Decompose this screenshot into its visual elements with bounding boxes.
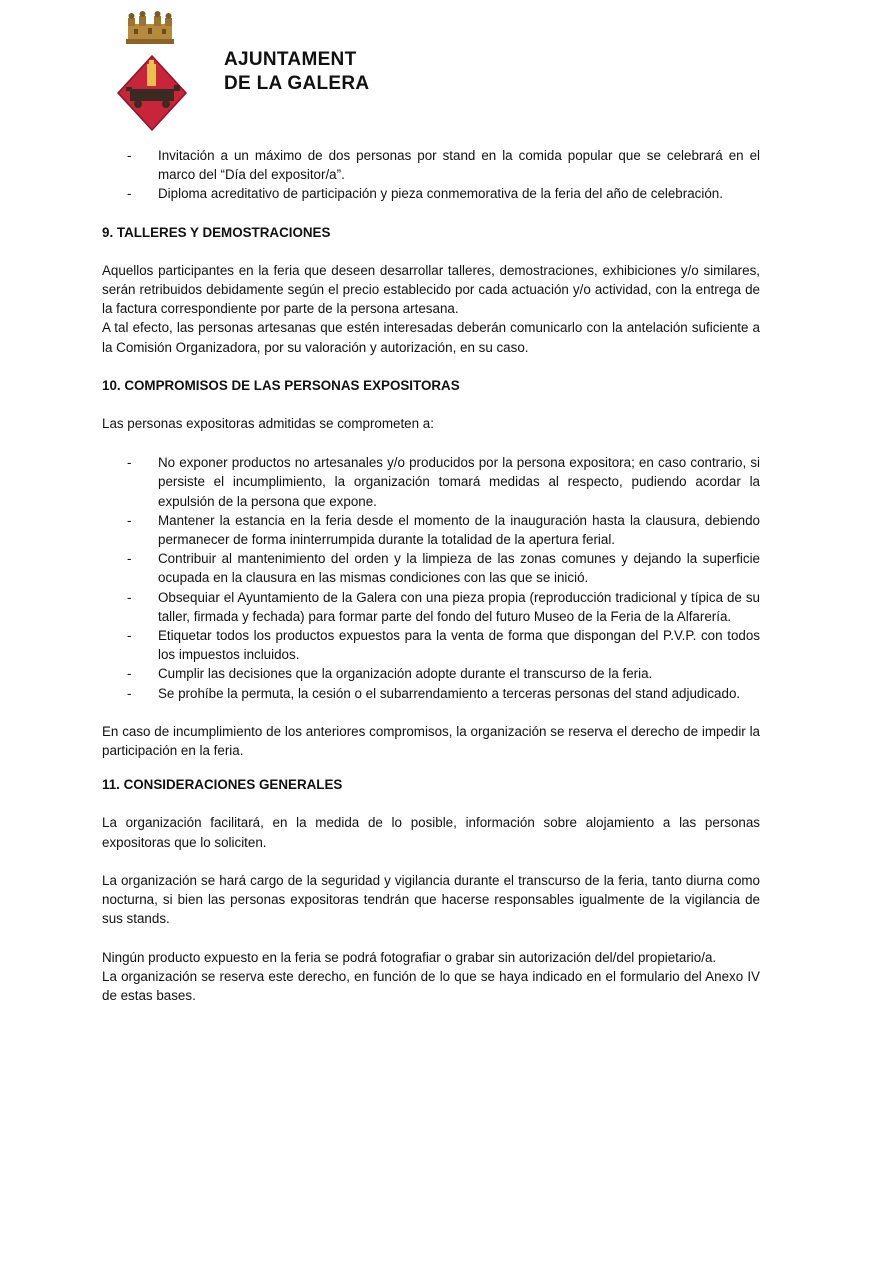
list-item: - Diploma acreditativo de participación y pieza conmemorativa de la feria del año de celebración. [158, 184, 760, 203]
document-body [102, 146, 760, 1005]
organization-name [224, 48, 369, 96]
section-11-paragraph-4: La organización se reserva este derecho, en función de lo que se haya indicado en el formulario del Anexo IV de estas bases. [102, 968, 760, 1003]
list-item: - Obsequiar el Ayuntamiento de la Galera con una pieza propia (reproducción tradicional y típica de su taller, firmada y fechada) para formar parte del fondo del futuro Museo de la Feria de la Alfarería. [158, 588, 760, 626]
section-9-paragraph-2: A tal efecto, las personas artesanas que estén interesadas deberán comunicarlo con la antelación suficiente a la Comisión Organizadora, por su valoración y autorización, en su caso. [102, 320, 760, 355]
intro-bullet-list [102, 146, 760, 204]
list-item: - Mantener la estancia en la feria desde el momento de la inauguración hasta la clausura, debiendo permanecer de forma ininterrumpida durante la totalidad de la apertura ferial. [158, 511, 760, 549]
section-10-heading: 10. COMPROMISOS DE LAS PERSONAS EXPOSITORAS [102, 377, 460, 393]
page-header [114, 8, 514, 128]
list-item: - Etiquetar todos los productos expuestos para la venta de forma que dispongan del P.V.P. con todos los impuestos incluidos. [158, 626, 760, 664]
section-11-paragraph-1: La organización facilitará, en la medida de lo posible, información sobre alojamiento a las personas expositoras que lo soliciten. [102, 815, 760, 850]
section-9-heading: 9. TALLERES Y DEMOSTRACIONES [102, 224, 331, 240]
list-item: - No exponer productos no artesanales y/o producidos por la persona expositora; en caso contrario, si persiste el incumplimiento, la organización tomará medidas al respecto, pudiendo acordar la expulsión de la persona que expone. [158, 453, 760, 511]
section-11-paragraph-3: Ningún producto expuesto en la feria se podrá fotografiar o grabar sin autorización del/del propietario/a. [102, 949, 717, 965]
list-item: - Invitación a un máximo de dos personas por stand en la comida popular que se celebrará en el marco del “Día del expositor/a”. [158, 146, 760, 184]
organization-name-line1: AJUNTAMENT [224, 49, 357, 70]
organization-name-line2: DE LA GALERA [224, 73, 370, 94]
section-11-paragraph-2: La organización se hará cargo de la seguridad y vigilancia durante el transcurso de la feria, tanto diurna como nocturna, si bien las personas expositoras tendrán que hacerse responsables igualmente de la vigilancia de sus stands. [102, 872, 760, 927]
section-11-heading: 11. CONSIDERACIONES GENERALES [102, 777, 343, 793]
list-item: - Cumplir las decisiones que la organización adopte durante el transcurso de la feria. [158, 664, 760, 683]
commitments-list [102, 453, 760, 703]
list-item: - Se prohíbe la permuta, la cesión o el subarrendamiento a terceras personas del stand adjudicado. [158, 684, 760, 703]
coat-of-arms-icon [116, 54, 188, 132]
crown-icon [126, 10, 174, 46]
section-9-paragraph-1: Aquellos participantes en la feria que deseen desarrollar talleres, demostraciones, exhibiciones y/o similares, serán retribuidos debidamente según el precio establecido por cada actuación y/o actividad, con la entrega de la factura correspondiente por parte de la persona artesana. [102, 262, 760, 317]
section-10-closing: En caso de incumplimiento de los anteriores compromisos, la organización se reserva el derecho de impedir la participación en la feria. [102, 723, 760, 759]
section-10-intro: Las personas expositoras admitidas se comprometen a: [102, 416, 434, 432]
list-item: - Contribuir al mantenimiento del orden y la limpieza de las zonas comunes y dejando la superficie ocupada en la clausura en las mismas condiciones con las que se inició. [158, 549, 760, 587]
